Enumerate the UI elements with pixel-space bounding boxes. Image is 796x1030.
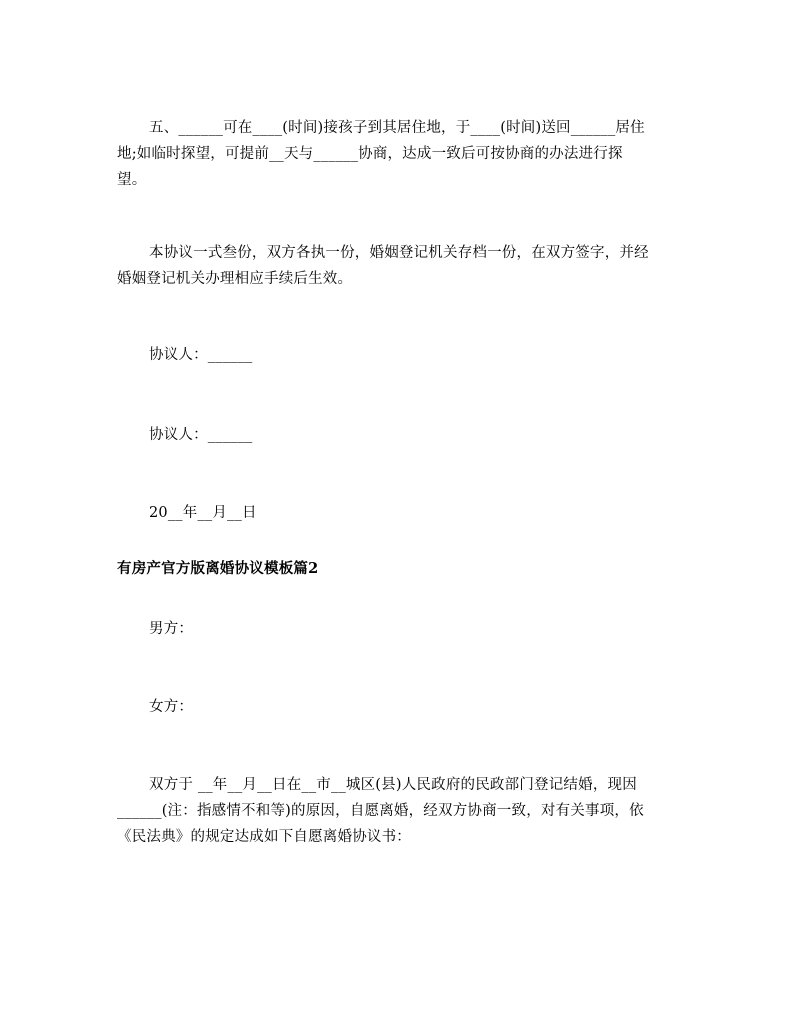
section-2-heading: [117, 556, 685, 582]
visitation-line-2: 地;如临时探望，可提前__天与______协商，达成一致后可按协商的办法进行探: [117, 146, 623, 162]
signature-party-1: [117, 342, 685, 368]
signature-party-2: [117, 422, 685, 448]
marriage-intro-line-3: 《民法典》的规定达成如下自愿离婚协议书：: [117, 829, 411, 845]
signature-date: [117, 500, 685, 526]
male-party-label: 男方：: [149, 621, 194, 637]
marriage-intro-paragraph: [117, 772, 685, 850]
signature-party-2-text: 协议人：______: [149, 427, 253, 443]
copies-paragraph: [117, 240, 685, 292]
signature-date-text: 20__年__月__日: [149, 505, 257, 521]
visitation-line-3: 望。: [117, 172, 147, 188]
section-2-heading-text: 有房产官方版离婚协议模板篇2: [117, 560, 319, 577]
copies-line-2: 婚姻登记机关办理相应手续后生效。: [117, 271, 353, 287]
marriage-intro-line-2: ______(注：指感情不和等)的原因，自愿离婚，经双方协商一致，对有关事项，依: [117, 803, 644, 819]
signature-party-1-text: 协议人：______: [149, 347, 253, 363]
visitation-line-1: 五、______可在____(时间)接孩子到其居住地，于____(时间)送回______居住: [149, 120, 645, 136]
female-party: [117, 694, 685, 720]
male-party: [117, 616, 685, 642]
visitation-paragraph: [117, 115, 685, 193]
female-party-label: 女方：: [149, 699, 194, 715]
marriage-intro-line-1: 双方于 __年__月__日在__市__城区(县)人民政府的民政部门登记结婚，现因: [149, 777, 637, 793]
copies-line-1: 本协议一式叁份，双方各执一份，婚姻登记机关存档一份，在双方签字，并经: [149, 245, 649, 261]
